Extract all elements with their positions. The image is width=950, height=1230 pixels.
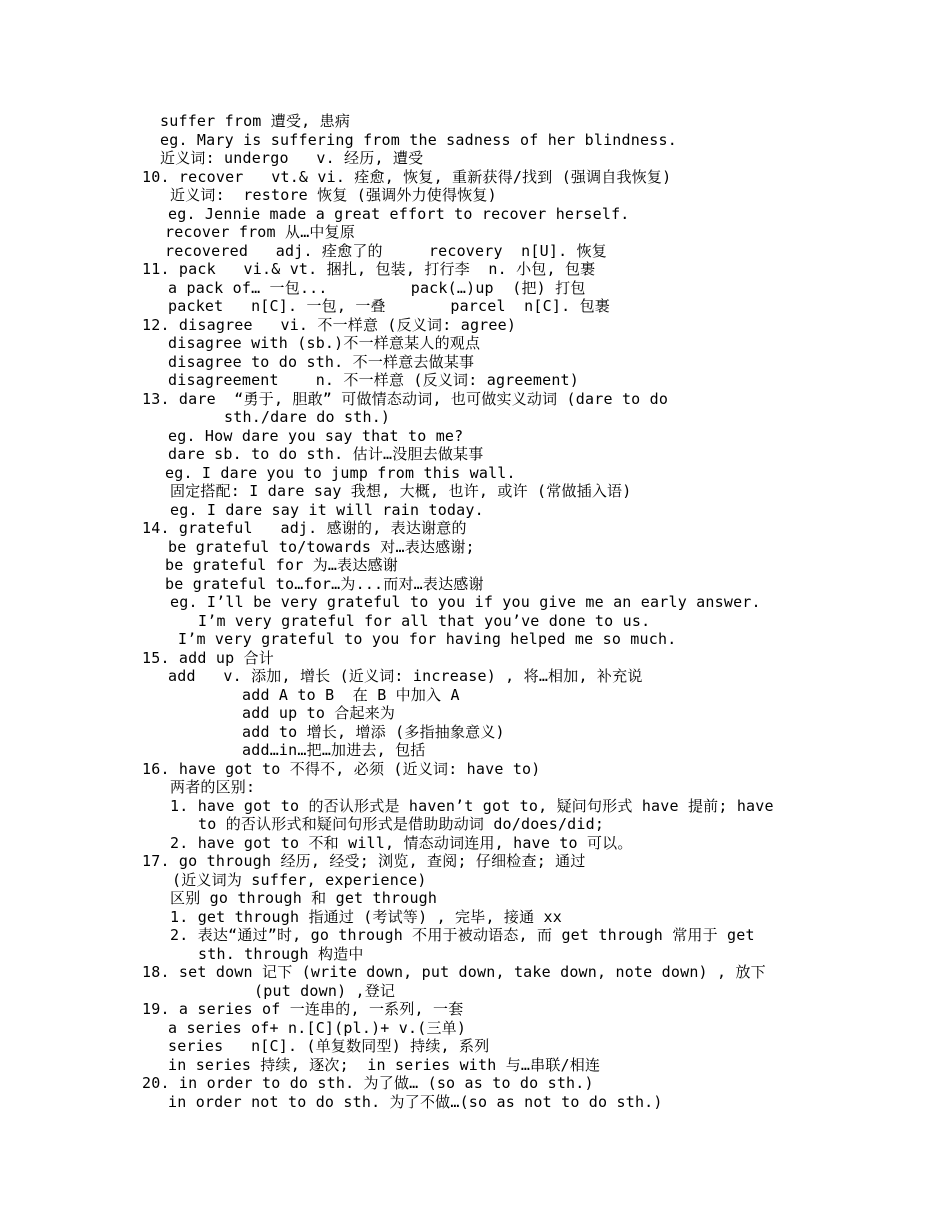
text-line: 13. dare “勇于, 胆敢” 可做情态动词, 也可做实义动词 (dare to do bbox=[142, 390, 669, 408]
text-line: 14. grateful adj. 感谢的, 表达谢意的 bbox=[142, 519, 467, 537]
text-line: disagreement n. 不一样意 (反义词: agreement) bbox=[168, 371, 580, 389]
text-line: eg. I’ll be very grateful to you if you give me an early answer. bbox=[170, 593, 761, 611]
text-line: sth. through 构造中 bbox=[198, 945, 364, 963]
text-line: 两者的区别: bbox=[170, 778, 256, 796]
text-line: be grateful to/towards 对…表达感谢; bbox=[168, 538, 475, 556]
text-line: 17. go through 经历, 经受; 浏览, 查阅; 仔细检查; 通过 bbox=[142, 852, 586, 870]
text-line: 近义词: restore 恢复 (强调外力使得恢复) bbox=[170, 186, 497, 204]
text-line: suffer from 遭受, 患病 bbox=[160, 112, 351, 130]
text-line: dare sb. to do sth. 估计…没胆去做某事 bbox=[168, 445, 484, 463]
text-line: be grateful to…for…为...而对…表达感谢 bbox=[165, 575, 484, 593]
text-line: eg. I dare you to jump from this wall. bbox=[165, 464, 516, 482]
text-line: in series 持续, 逐次; in series with 与…串联/相连 bbox=[168, 1056, 601, 1074]
text-line: 20. in order to do sth. 为了做… (so as to do sth.) bbox=[142, 1074, 594, 1092]
text-line: series n[C]. (单复数同型) 持续, 系列 bbox=[168, 1037, 490, 1055]
text-line: 11. pack vi.& vt. 捆扎, 包装, 打行李 n. 小包, 包裹 bbox=[142, 260, 596, 278]
text-line: add v. 添加, 增长 (近义词: increase) , 将…相加, 补充说 bbox=[168, 667, 643, 685]
text-line: eg. Mary is suffering from the sadness of her blindness. bbox=[160, 131, 677, 149]
text-line: (近义词为 suffer, experience) bbox=[172, 871, 427, 889]
text-line: recovered adj. 痊愈了的 recovery n[U]. 恢复 bbox=[165, 242, 607, 260]
text-line: a pack of… 一包... pack(…)up (把) 打包 bbox=[168, 279, 586, 297]
text-line: 近义词: undergo v. 经历, 遭受 bbox=[160, 149, 424, 167]
text-line: I’m very grateful for all that you’ve done to us. bbox=[198, 612, 651, 630]
text-line: packet n[C]. 一包, 一叠 parcel n[C]. 包裹 bbox=[168, 297, 610, 315]
text-line: 18. set down 记下 (write down, put down, take down, note down) , 放下 bbox=[142, 963, 766, 981]
text-line: add A to B 在 B 中加入 A bbox=[242, 686, 460, 704]
text-line: add…in…把…加进去, 包括 bbox=[242, 741, 426, 759]
text-line: 2. have got to 不和 will, 情态动词连用, have to 可以。 bbox=[170, 834, 633, 852]
text-line: disagree to do sth. 不一样意去做某事 bbox=[168, 353, 475, 371]
text-line: eg. Jennie made a great effort to recover herself. bbox=[168, 205, 630, 223]
text-line: 15. add up 合计 bbox=[142, 649, 274, 667]
text-line: sth./dare do sth.) bbox=[224, 408, 391, 426]
text-line: 1. have got to 的否认形式是 haven’t got to, 疑问句形式 have 提前; have bbox=[170, 797, 774, 815]
text-line: to 的否认形式和疑问句形式是借助助动词 do/does/did; bbox=[198, 815, 605, 833]
text-line: disagree with (sb.)不一样意某人的观点 bbox=[168, 334, 481, 352]
text-line: eg. I dare say it will rain today. bbox=[170, 501, 484, 519]
text-line: 1. get through 指通过 (考试等) , 完毕, 接通 xx bbox=[170, 908, 563, 926]
text-line: 12. disagree vi. 不一样意 (反义词: agree) bbox=[142, 316, 517, 334]
text-line: eg. How dare you say that to me? bbox=[168, 427, 464, 445]
text-line: in order not to do sth. 为了不做…(so as not to do sth.) bbox=[168, 1093, 663, 1111]
text-line: I’m very grateful to you for having helped me so much. bbox=[178, 630, 677, 648]
text-line: 10. recover vt.& vi. 痊愈, 恢复, 重新获得/找到 (强调自我恢复) bbox=[142, 168, 672, 186]
text-line: 固定搭配: I dare say 我想, 大概, 也许, 或许 (常做插入语) bbox=[170, 482, 632, 500]
text-line: 区别 go through 和 get through bbox=[170, 889, 438, 907]
text-line: add to 增长, 增添 (多指抽象意义) bbox=[242, 723, 505, 741]
text-line: add up to 合起来为 bbox=[242, 704, 396, 722]
text-line: 16. have got to 不得不, 必须 (近义词: have to) bbox=[142, 760, 541, 778]
text-line: (put down) ,登记 bbox=[254, 982, 396, 1000]
text-line: a series of+ n.[C](pl.)+ v.(三单) bbox=[168, 1019, 467, 1037]
text-line: be grateful for 为…表达感谢 bbox=[165, 556, 398, 574]
text-line: 2. 表达“通过”时, go through 不用于被动语态, 而 get through 常用于 get bbox=[170, 926, 755, 944]
text-line: 19. a series of 一连串的, 一系列, 一套 bbox=[142, 1000, 464, 1018]
text-line: recover from 从…中复原 bbox=[165, 223, 356, 241]
